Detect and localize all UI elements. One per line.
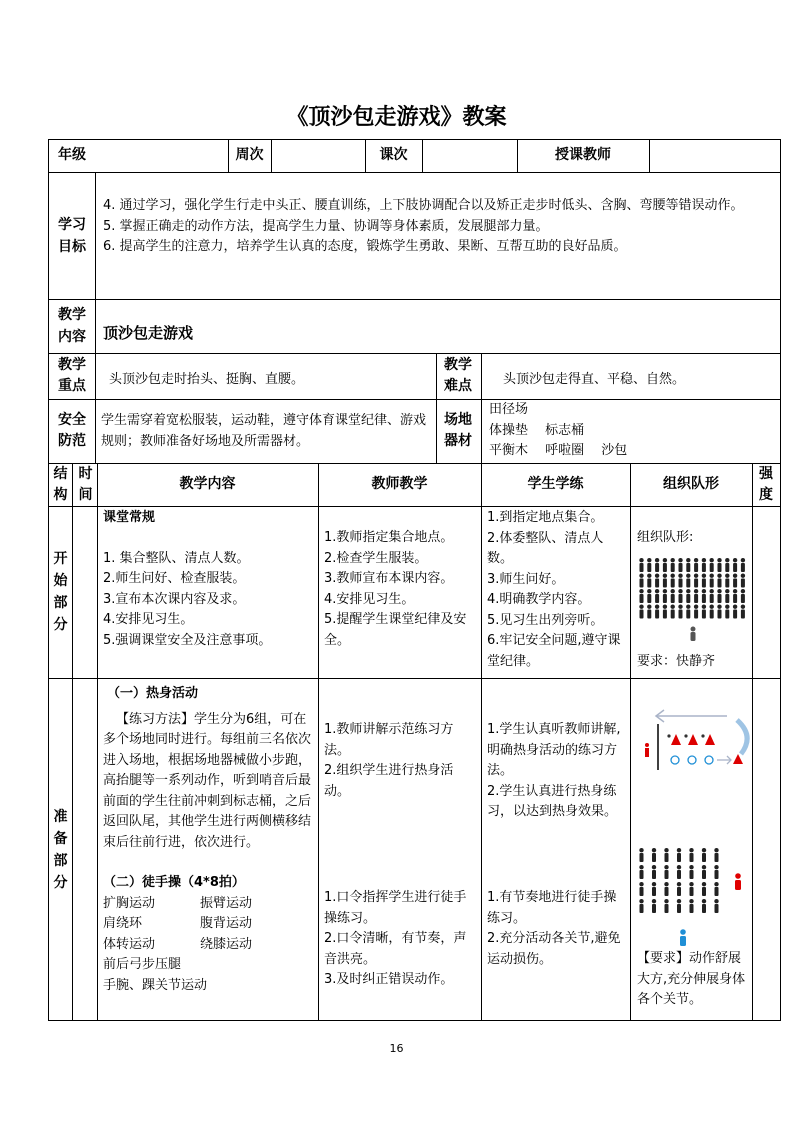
start-teacher <box>324 528 478 651</box>
prep-student-item: 2.充分活动各关节,避免运动损伤。 <box>487 931 621 967</box>
equipment-line: 田径场 <box>489 402 529 417</box>
prep-teacher-item: 1.口令指挥学生进行徒手操练习。 <box>324 890 467 926</box>
student-figure-icon <box>664 865 668 879</box>
start-student-item: 2.体委整队、清点人数。 <box>487 530 604 566</box>
goals-label: 学习目标 <box>58 217 86 255</box>
equipment-label: 场地器材 <box>444 412 472 449</box>
safety-label: 安全防范 <box>58 412 86 449</box>
exercise-row <box>103 976 315 997</box>
student-figure-icon <box>725 605 729 619</box>
prep-student-item: 1.有节奏地进行徒手操练习。 <box>487 890 617 926</box>
teacher-label: 授课教师 <box>555 147 611 163</box>
student-figure-icon <box>694 574 698 588</box>
student-figure-icon <box>714 865 718 879</box>
student-figure-icon <box>733 574 737 588</box>
prep-teacher-item: 2.组织学生进行热身活动。 <box>324 763 454 799</box>
col-student: 学生学练 <box>527 476 584 492</box>
equipment-line: 体操垫 标志桶 <box>489 422 585 438</box>
teacher-figure-icon <box>645 743 649 757</box>
start-content-item: 4.安排见习生。 <box>103 612 194 627</box>
exercise-row <box>103 894 315 915</box>
student-figure-icon <box>677 882 681 896</box>
equipment-list <box>489 400 774 462</box>
exercise-row <box>103 955 315 976</box>
start-content-item: 1. 集合整队、清点人数。 <box>103 550 250 566</box>
student-figure-icon <box>689 848 693 862</box>
goal-item: 4. 通过学习，强化学生行走中头正、腰直训练，上下肢协调配合以及矫正走步时低头、含胸、弯腰等错误动作。 <box>103 198 744 213</box>
prep-student-item: 2.学生认真进行热身练习，以达到热身效果。 <box>487 783 618 819</box>
student-figure-icon <box>639 882 643 896</box>
student-figure-icon <box>652 848 656 862</box>
exercise-row <box>103 914 315 935</box>
goal-item: 6. 提高学生的注意力，培养学生认真的态度，锻炼学生勇敢、果断、互帮互助的良好品质。 <box>103 239 627 254</box>
exercise-list <box>103 894 315 997</box>
student-figure-icon <box>694 589 698 603</box>
student-figure-icon <box>678 605 682 619</box>
exercise-row <box>103 935 315 956</box>
student-figure-icon <box>652 899 656 913</box>
start-content-title: 课堂常规 <box>103 510 156 525</box>
start-student <box>487 508 627 672</box>
exercise-item: 振臂运动 <box>200 895 253 911</box>
student-figure-icon <box>714 882 718 896</box>
start-content <box>103 508 315 651</box>
goal-item: 5. 掌握正确走的动作方法，提高学生力量、协调等身体素质，发展腿部力量。 <box>103 218 549 234</box>
left-arrow-icon <box>656 710 727 722</box>
student-figure-icon <box>655 605 659 619</box>
prep-teacher-item: 2.口令清晰，有节奏，声音洪亮。 <box>324 931 467 967</box>
student-figure-icon <box>702 848 706 862</box>
student-figure-icon <box>702 899 706 913</box>
student-figure-icon <box>664 882 668 896</box>
return-arrow-icon <box>737 720 747 754</box>
page-title: 《顶沙包走游戏》教案 <box>286 104 507 130</box>
student-figure-icon <box>702 605 706 619</box>
col-intensity: 强度 <box>759 466 773 503</box>
prep-teacher-a <box>324 720 478 802</box>
student-figure-icon <box>702 865 706 879</box>
start-teacher-item: 5.提醒学生课堂纪律及安全。 <box>324 612 467 648</box>
prep-formation-req: 【要求】动作舒展大方,充分伸展身体各个关节。 <box>637 951 746 1007</box>
student-figure-icon <box>714 848 718 862</box>
student-figure-icon <box>702 574 706 588</box>
student-figure-icon <box>677 848 681 862</box>
cone-icon <box>733 754 743 764</box>
student-figure-icon <box>677 865 681 879</box>
student-figure-icon <box>655 574 659 588</box>
student-figure-icon <box>717 558 721 572</box>
student-figure-icon <box>717 589 721 603</box>
teacher-figure-icon <box>680 929 686 946</box>
student-figure-icon <box>710 574 714 588</box>
exercise-item: 绕膝运动 <box>200 936 253 952</box>
student-figure-icon <box>639 605 643 619</box>
student-figure-icon <box>663 589 667 603</box>
exercise-formation-diagram <box>637 846 749 950</box>
student-figure-icon <box>710 589 714 603</box>
start-content-item: 5.强调课堂安全及注意事项。 <box>103 632 272 648</box>
student-figure-icon <box>733 589 737 603</box>
prep-teacher-item: 1.教师讲解示范练习方法。 <box>324 722 454 758</box>
prep-student-a <box>487 720 627 823</box>
start-formation-req: 要求：快静齐 <box>637 654 716 669</box>
student-figure-icon <box>663 605 667 619</box>
right-arrow-icon <box>717 756 731 764</box>
student-figure-icon <box>678 589 682 603</box>
start-teacher-item: 2.检查学生服装。 <box>324 550 428 566</box>
student-figure-icon <box>647 574 651 588</box>
student-figure-icon <box>664 848 668 862</box>
student-figure-icon <box>717 605 721 619</box>
start-teacher-item: 1.教师指定集合地点。 <box>324 530 454 545</box>
start-content-item: 2.师生问好、检查服装。 <box>103 571 246 586</box>
exercise-item: 体转运动 <box>103 936 156 952</box>
student-figure-icon <box>733 605 737 619</box>
student-figure-icon <box>639 899 643 913</box>
start-student-item: 6.牢记安全问题,遵守课堂纪律。 <box>487 633 621 669</box>
start-teacher-item: 3.教师宣布本课内容。 <box>324 571 454 586</box>
student-figure-icon <box>686 574 690 588</box>
prep-section-label: 准备部分 <box>53 809 68 891</box>
start-formation-label: 组织队形: <box>637 530 694 545</box>
lesson-label: 课次 <box>379 147 408 163</box>
student-figure-icon <box>686 605 690 619</box>
exercise-item: 扩胸运动 <box>103 895 156 911</box>
goals-list <box>103 196 777 258</box>
student-figure-icon <box>702 882 706 896</box>
student-figure-icon <box>647 589 651 603</box>
student-figure-icon <box>689 865 693 879</box>
cone-icon <box>671 734 715 745</box>
col-formation: 组织队形 <box>663 476 719 492</box>
student-figure-icon <box>664 899 668 913</box>
student-figure-icon <box>671 574 675 588</box>
student-figure-icon <box>725 574 729 588</box>
start-formation-diagram <box>637 556 749 642</box>
student-figure-icon <box>686 589 690 603</box>
student-figure-icon <box>694 605 698 619</box>
week-label: 周次 <box>235 147 264 163</box>
student-figure-icon <box>655 589 659 603</box>
start-student-item: 1.到指定地点集合。 <box>487 510 604 525</box>
equipment-line: 平衡木 呼啦圈 沙包 <box>489 443 628 458</box>
prep-teacher-item: 3.及时纠正错误动作。 <box>324 972 454 987</box>
col-content: 教学内容 <box>179 476 236 492</box>
student-figure-icon <box>639 589 643 603</box>
student-figure-icon <box>671 605 675 619</box>
student-figure-icon <box>733 558 737 572</box>
col-teacher: 教师教学 <box>371 476 428 492</box>
student-figure-icon <box>741 574 745 588</box>
grade-label: 年级 <box>58 147 86 163</box>
student-figure-icon <box>647 605 651 619</box>
student-figure-icon <box>671 589 675 603</box>
student-figure-icon <box>686 558 690 572</box>
col-structure: 结构 <box>53 466 68 503</box>
exercise-title: （二）徒手操（4*8拍） <box>103 875 245 890</box>
student-figure-icon <box>667 734 704 737</box>
student-figure-icon <box>741 605 745 619</box>
student-figure-icon <box>710 605 714 619</box>
leader-figure-icon <box>735 873 741 890</box>
start-student-item: 4.明确教学内容。 <box>487 592 591 607</box>
student-figure-icon <box>725 589 729 603</box>
student-figure-icon <box>671 558 675 572</box>
start-student-item: 5.见习生出列旁听。 <box>487 612 604 628</box>
start-student-item: 3.师生问好。 <box>487 571 565 587</box>
student-figure-icon <box>717 574 721 588</box>
student-figure-icon <box>678 574 682 588</box>
start-teacher-item: 4.安排见习生。 <box>324 591 415 607</box>
student-figure-icon <box>741 558 745 572</box>
hoop-icon <box>671 756 713 764</box>
student-figure-icon <box>639 558 643 572</box>
student-figure-icon <box>710 558 714 572</box>
student-figure-icon <box>663 574 667 588</box>
prep-student-item: 1.学生认真听教师讲解,明确热身活动的练习方法。 <box>487 722 621 778</box>
student-figure-icon <box>689 899 693 913</box>
prep-student-b <box>487 888 627 970</box>
warmup-text: 【练习方法】学生分为6组，可在多个场地同时进行。每组前三名依次进入场地，根据场地器械做小步跑，高抬腿等一系列动作，听到哨音后最前面的学生往前冲刺到标志桶，之后返回队尾，其他学生进行两侧横移结束后往前行进，依次进行。 <box>103 711 312 850</box>
student-figure-icon <box>678 558 682 572</box>
student-figure-icon <box>639 574 643 588</box>
lesson-content: 顶沙包走游戏 <box>103 324 194 342</box>
start-content-item: 3.宣布本次课内容及求。 <box>103 591 246 607</box>
exercise-item: 前后弓步压腿 <box>103 957 182 972</box>
student-figure-icon <box>714 899 718 913</box>
exercise-item: 手腕、踝关节运动 <box>103 977 208 993</box>
warmup-title: （一）热身活动 <box>107 686 199 701</box>
key-point-label: 教学重点 <box>58 357 86 394</box>
exercise-item: 肩绕环 <box>103 916 143 931</box>
student-figure-icon <box>647 558 651 572</box>
key-point-value: 头顶沙包走时抬头、挺胸、直腰。 <box>109 372 305 387</box>
page-number: 16 <box>389 1042 404 1055</box>
student-figure-icon <box>702 589 706 603</box>
student-figure-icon <box>702 558 706 572</box>
student-figure-icon <box>652 882 656 896</box>
student-figure-icon <box>689 882 693 896</box>
student-figure-icon <box>652 865 656 879</box>
difficulty-label: 教学难点 <box>444 357 472 394</box>
student-figure-icon <box>663 558 667 572</box>
student-figure-icon <box>694 558 698 572</box>
student-figure-icon <box>639 865 643 879</box>
col-time: 时间 <box>78 466 93 503</box>
warmup-diagram <box>637 706 751 776</box>
exercise-item: 腹背运动 <box>200 916 253 931</box>
student-figure-icon <box>677 899 681 913</box>
teacher-figure-icon <box>691 627 696 642</box>
content-label: 教学内容 <box>58 307 86 345</box>
student-figure-icon <box>655 558 659 572</box>
student-figure-icon <box>639 848 643 862</box>
difficulty-value: 头顶沙包走得直、平稳、自然。 <box>503 372 686 387</box>
safety-value: 学生需穿着宽松服装，运动鞋，遵守体育课堂纪律、游戏规则；教师准备好场地及所需器材。 <box>101 413 427 449</box>
prep-content <box>103 684 315 996</box>
student-figure-icon <box>725 558 729 572</box>
start-section-label: 开始部分 <box>53 551 68 633</box>
prep-teacher-b <box>324 888 478 991</box>
student-figure-icon <box>741 589 745 603</box>
